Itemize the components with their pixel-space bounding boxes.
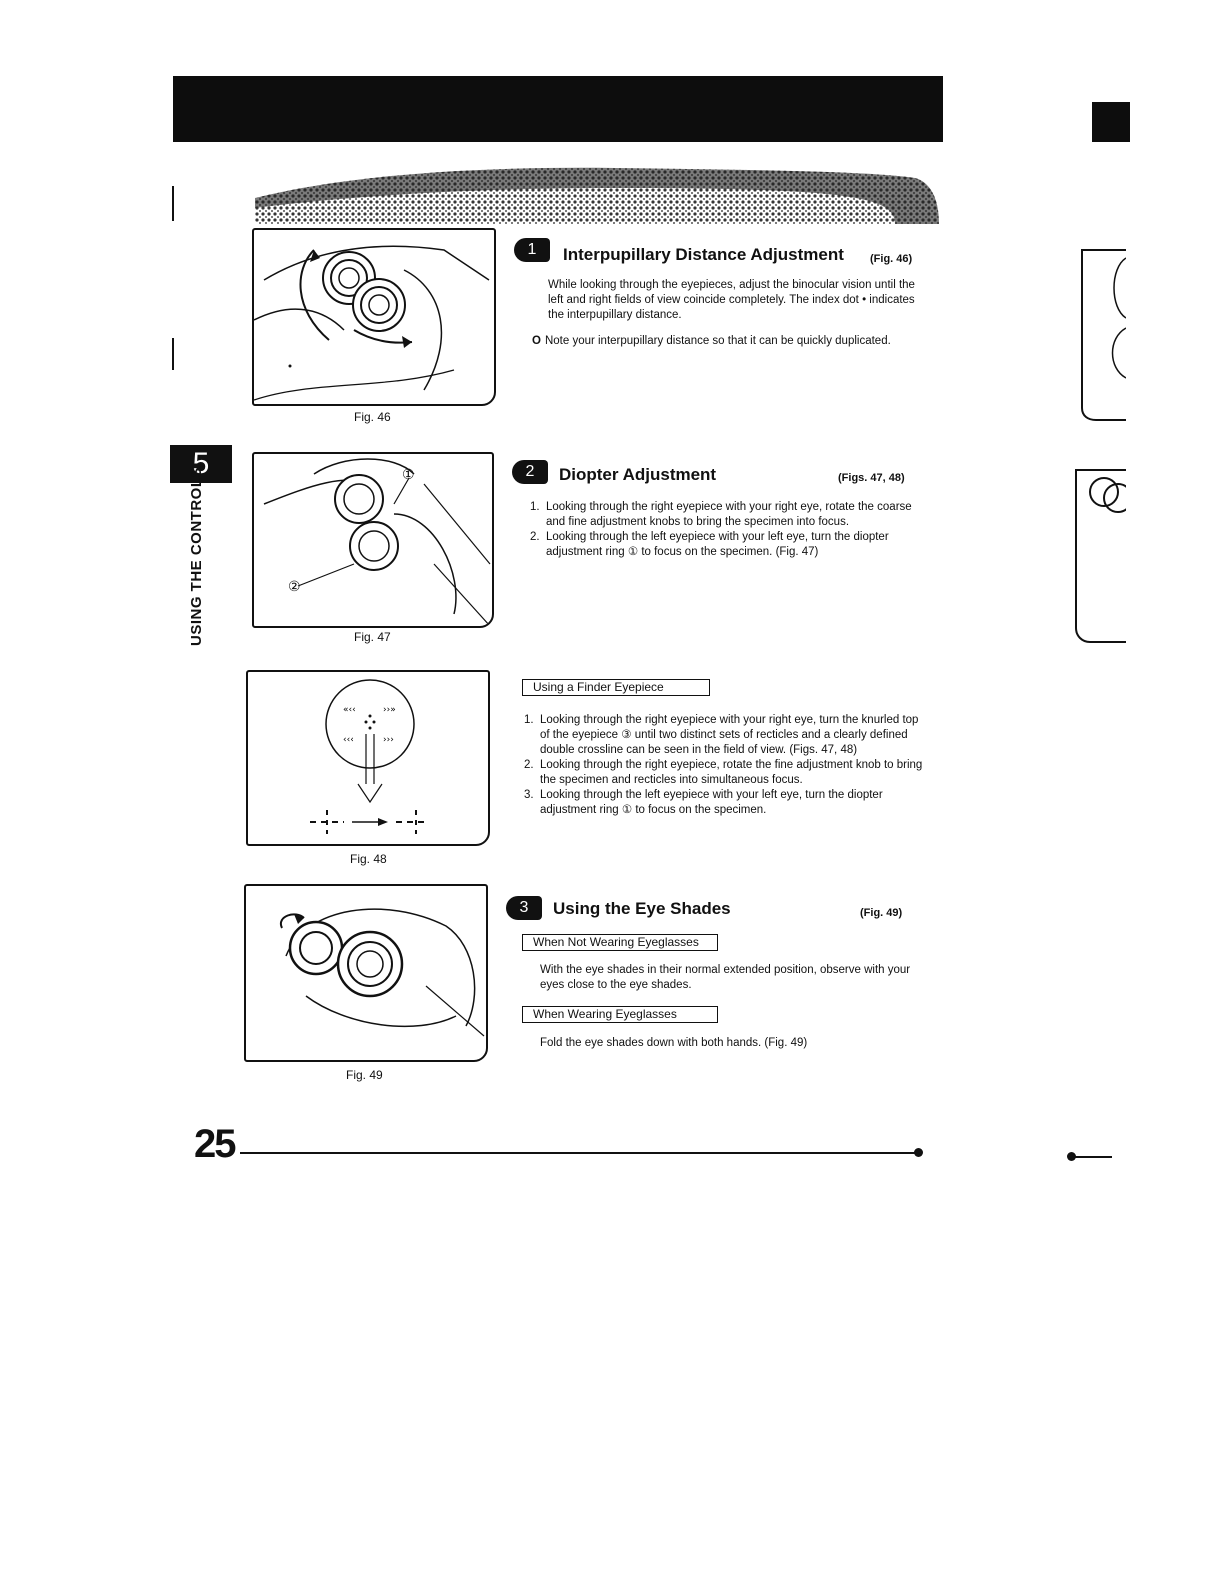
section-3-badge: 3 [506,896,542,920]
margin-mark [172,186,174,221]
svg-text:››»: ››» [383,705,396,715]
svg-text:«‹‹: «‹‹ [343,705,356,715]
section-3-ref: (Fig. 49) [860,907,903,919]
note-marker: O [532,335,541,347]
adjacent-page-rule [1072,1156,1112,1158]
adjacent-page-figure-edge-2 [1074,468,1126,646]
page-number: 25 [194,1122,235,1166]
section-1-body: While looking through the eyepieces, adjust the binocular vision until the left and right fields of view coincide completely. The index dot • indicates the interpupillary distance. [548,279,915,321]
not-wearing-eyeglasses-label: When Not Wearing Eyeglasses [522,934,718,951]
reticle-diagram [248,672,488,844]
section-1-title: Interpupillary Distance Adjustment [563,245,844,264]
wearing-eyeglasses-label: When Wearing Eyeglasses [522,1006,718,1023]
header-bar [173,76,943,142]
section-1-badge: 1 [514,238,550,262]
section-2-step-1: 1. Looking through the right eyepiece with your right eye, rotate the coarse and fine adjustment knobs to bring the specimen into focus. [530,501,912,528]
finder-steps [524,713,924,818]
section-2-step-2: 2. Looking through the left eyepiece with your left eye, turn the diopter adjustment ring ① to focus on the specimen. (Fig. 47) [530,531,889,558]
figure-46-caption: Fig. 46 [354,410,391,424]
diopter-eyepieces-illustration [254,454,492,626]
figure-47-caption: Fig. 47 [354,630,391,644]
callout-2: ② [288,578,301,594]
section-3-title: Using the Eye Shades [553,899,731,918]
wearing-eyeglasses-text: Fold the eye shades down with both hands. (Fig. 49) [540,1037,808,1049]
not-wearing-eyeglasses-text: With the eye shades in their normal extended position, observe with your eyes close to the eye shades. [540,964,911,991]
chapter-number: 5 [170,445,232,483]
finder-step-3: 3. Looking through the left eyepiece with your left eye, turn the diopter adjustment ring ① to focus on the specimen. [524,789,883,816]
margin-mark [172,338,174,370]
section-2-ref: (Figs. 47, 48) [838,472,905,484]
header-halftone-band [255,158,939,224]
section-2-title: Diopter Adjustment [559,465,717,484]
section-1-note [532,334,934,349]
callout-1: ① [402,466,415,482]
section-1-note-text: Note your interpupillary distance so that it can be quickly duplicated. [544,335,891,347]
chapter-label: USING THE CONTROLS [188,466,205,646]
footer-rule-end-dot [914,1148,923,1157]
section-2-steps [530,500,932,560]
figure-49 [244,884,488,1062]
figure-48-caption: Fig. 48 [350,852,387,866]
section-2-badge: 2 [512,460,548,484]
binocular-eyepieces-illustration [254,230,494,404]
header-side-block [1092,102,1130,142]
figure-47 [252,452,494,628]
section-1-ref: (Fig. 46) [870,253,913,265]
figure-49-caption: Fig. 49 [346,1068,383,1082]
svg-text:‹‹‹: ‹‹‹ [343,735,354,745]
svg-text:›››: ››› [383,735,394,745]
adjacent-page-dot [1067,1152,1076,1161]
adjacent-page-figure-edge [1080,248,1126,422]
finder-step-2: 2. Looking through the right eyepiece, rotate the fine adjustment knob to bring the specimen and recticles into simultaneous focus. [524,759,923,786]
figure-48 [246,670,490,846]
finder-eyepiece-label: Using a Finder Eyepiece [522,679,710,696]
finder-step-1: 1. Looking through the right eyepiece with your right eye, turn the knurled top of the eyepiece ③ until two distinct sets of recticles and a clearly defined double crossline can be seen in the field of view. (Figs. 47, 48) [524,714,919,756]
eye-shades-illustration [246,886,486,1060]
figure-46 [252,228,496,406]
footer-rule [240,1152,918,1154]
